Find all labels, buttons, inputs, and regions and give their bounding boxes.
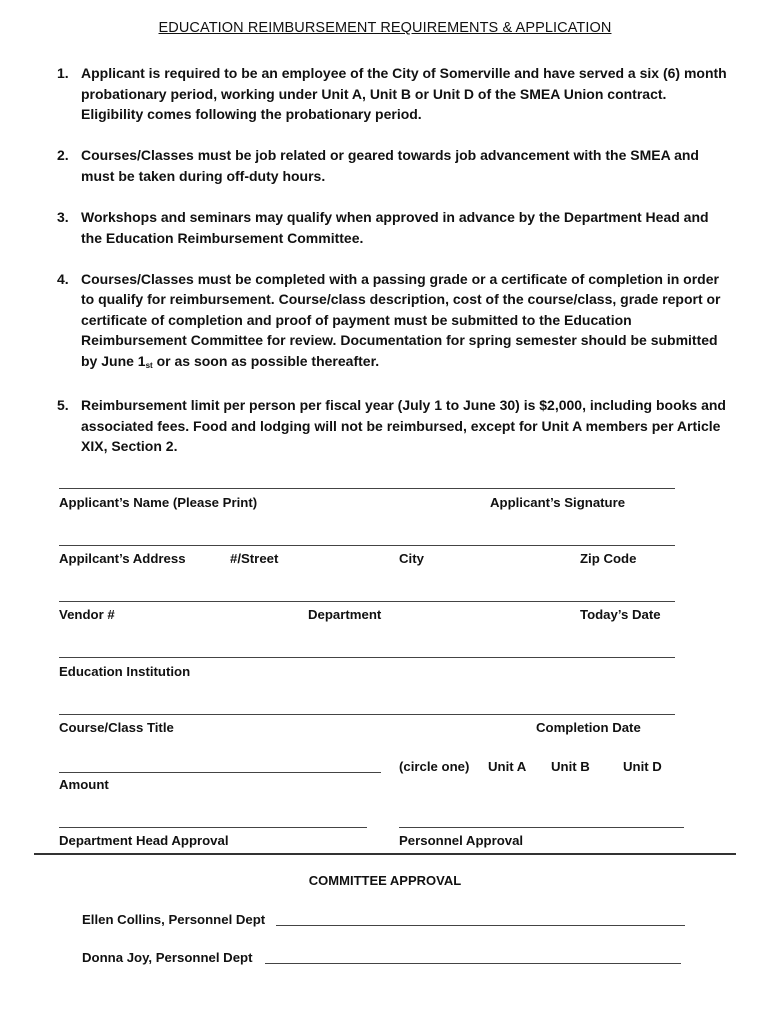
amount-label: Amount bbox=[59, 777, 109, 792]
committee-member-2-label: Donna Joy, Personnel Dept bbox=[82, 950, 253, 965]
dept-head-approval-field[interactable] bbox=[59, 827, 367, 828]
applicant-signature-label: Applicant’s Signature bbox=[490, 495, 626, 510]
superscript-st: st bbox=[145, 361, 153, 371]
committee-member-1-signature[interactable] bbox=[276, 925, 685, 926]
requirement-number: 4. bbox=[57, 270, 69, 287]
city-label: City bbox=[399, 551, 424, 566]
circle-one-label: (circle one) bbox=[399, 759, 470, 774]
vendor-department-date-field[interactable] bbox=[59, 601, 675, 602]
institution-field[interactable] bbox=[59, 657, 675, 658]
address-field[interactable] bbox=[59, 545, 675, 546]
requirement-5 bbox=[57, 395, 732, 457]
requirement-number: 2. bbox=[57, 147, 69, 164]
requirement-text: Courses/Classes must be completed with a passing grade or a certificate of completion in order to qualify for reimbursement. Course/class description, cost of the course/class, grade report or certificate of completion and proof of payment must be submitted to the Education Reimbursement Committee for review. Documentation for spring semester should be submitted by June 1 bbox=[81, 270, 721, 370]
unit-b-option[interactable]: Unit B bbox=[551, 759, 590, 774]
requirement-text: Courses/Classes must be job related or geared towards job advancement with the SMEA and must be taken during off-duty hours. bbox=[81, 147, 699, 184]
requirement-3 bbox=[57, 207, 732, 248]
todays-date-label: Today’s Date bbox=[580, 607, 661, 622]
requirement-number: 5. bbox=[57, 397, 69, 414]
committee-member-1-label: Ellen Collins, Personnel Dept bbox=[82, 912, 266, 927]
requirement-1 bbox=[57, 63, 732, 125]
course-title-label: Course/Class Title bbox=[59, 720, 174, 735]
requirement-number: 3. bbox=[57, 208, 69, 225]
amount-field[interactable] bbox=[59, 772, 381, 773]
committee-title: COMMITTEE APPROVAL bbox=[308, 873, 462, 888]
personnel-approval-field[interactable] bbox=[399, 827, 684, 828]
requirements-list bbox=[57, 63, 732, 477]
course-title-field[interactable] bbox=[59, 714, 675, 715]
personnel-approval-label: Personnel Approval bbox=[399, 833, 524, 848]
zip-code-label: Zip Code bbox=[580, 551, 637, 566]
applicant-name-field[interactable] bbox=[59, 488, 675, 489]
section-divider bbox=[34, 853, 736, 855]
requirement-2 bbox=[57, 145, 732, 186]
completion-date-label: Completion Date bbox=[536, 720, 641, 735]
requirement-text: Reimbursement limit per person per fiscal year (July 1 to June 30) is $2,000, including books and associated fees. Food and lodging will not be reimbursed, except for Unit A members per Article XIX, Section 2. bbox=[81, 397, 726, 455]
applicant-name-label: Applicant’s Name (Please Print) bbox=[59, 495, 258, 510]
department-label: Department bbox=[308, 607, 382, 622]
page-title: EDUCATION REIMBURSEMENT REQUIREMENTS & APPLICATION bbox=[158, 20, 612, 36]
requirement-number: 1. bbox=[57, 65, 69, 81]
requirement-text-cont: or as soon as possible thereafter. bbox=[152, 353, 380, 370]
institution-label: Education Institution bbox=[59, 664, 191, 679]
vendor-label: Vendor # bbox=[59, 607, 115, 622]
requirement-text: Applicant is required to be an employee of the City of Somerville and have served a six (6) month probationary period, working under Unit A, Unit B or Unit D of the SMEA Union contract. Eligibility comes following the probationary period. bbox=[81, 65, 727, 123]
requirement-text: Workshops and seminars may qualify when approved in advance by the Department Head and the Education Reimbursement Committee. bbox=[81, 208, 709, 246]
requirement-4 bbox=[57, 269, 732, 375]
address-label: Appilcant’s Address bbox=[59, 551, 186, 566]
committee-member-2-signature[interactable] bbox=[265, 963, 681, 964]
dept-head-approval-label: Department Head Approval bbox=[59, 833, 229, 848]
unit-d-option[interactable]: Unit D bbox=[623, 759, 662, 774]
unit-a-option[interactable]: Unit A bbox=[488, 759, 527, 774]
street-label: #/Street bbox=[230, 551, 279, 566]
